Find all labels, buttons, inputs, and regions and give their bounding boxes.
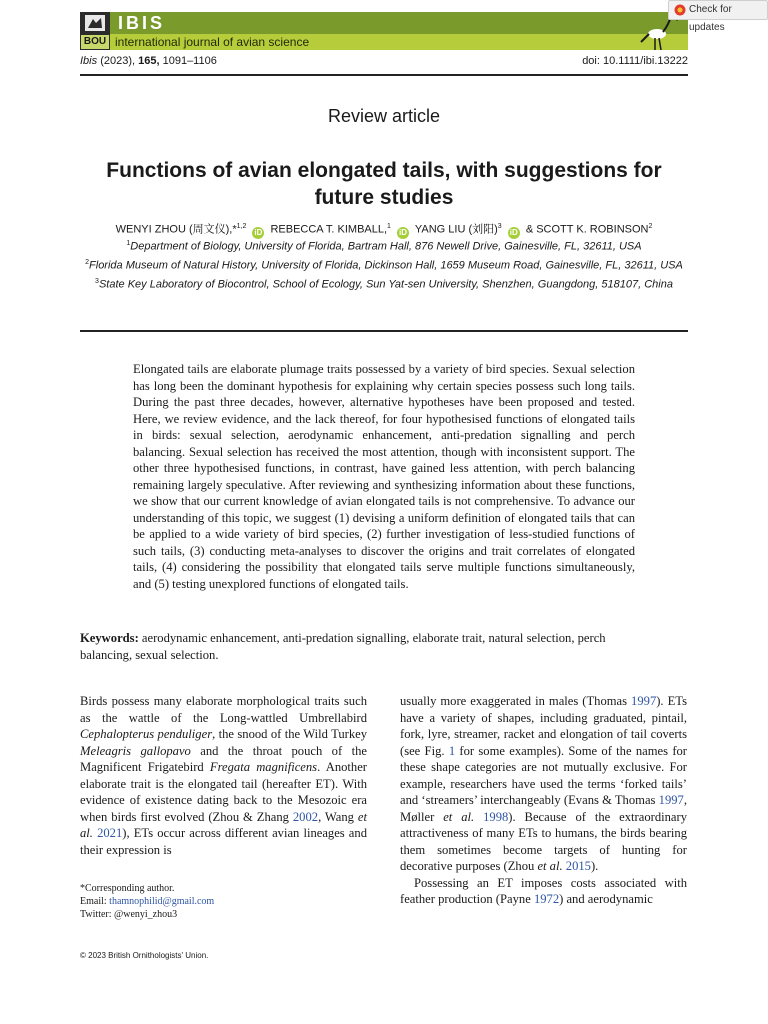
reference-link[interactable]: 2002 [292,809,319,824]
reference-link[interactable]: 1997 [631,694,657,708]
abstract-rule [80,330,688,332]
corresponding-footnote [80,882,367,921]
author-name: WENYI ZHOU (周文仪),* [115,223,237,236]
abstract: Elongated tails are elaborate plumage traits possessed by a variety of bird species. Sexual selection has long been the dominant hypothesis for explaining why certain species possess such long tails. During the past three decades, however, alternative hypotheses have been proposed and tested. Here, we review evidence, and the lack thereof, for four hypothesised functions of elongated tails in birds: sexual selection, aerodynamic enhancement, anti-predation signalling and perch balancing. Sexual selection has received the most attention, though with inconsistent support. The other three hypothesised functions, in contrast, have gained less attention, with perch balancing remaining largely speculative. After reviewing and synthesizing information about these functions, we show that our current knowledge of avian elongated tails is not comprehensive. To advance our understanding of this topic, we suggest (1) devising a uniform definition of elongated tails that can be applied to a wide variety of bird species, (2) further investigation of less-studied functions of such tails, (3) conducting meta-analyses to discover the origins and trait correlates of elongated tails, (4) considering the possibility that elongated tails serve multiple functions simultaneously, and (5) testing unexplored functions of elongated tails. [133,362,635,591]
bou-logo [80,12,110,50]
copyright: © 2023 British Ornithologists' Union. [80,951,209,960]
body-paragraph: Possessing an ET imposes costs associated with feather production (Payne 1972) and aerodynamic [400,875,687,906]
bird-logo-icon [85,15,105,31]
keywords-text: aerodynamic enhancement, anti-predation signalling, elaborate trait, natural selection, perch balancing, sexual selection. [80,631,606,662]
body-paragraph: usually more exaggerated in males (Thomas 1997). ETs have a variety of shapes, including graduated, pintail, fork, lyre, streamer, racket and elongation of tail coverts (see Fig. 1 for some examples). Some of the names for these shape categories are not mutually exclusive. For example, researchers have used the terms ‘forked tails’ and ‘streamers’ interchangeably (Evans & Thomas 1997, Møller et al. 1998). Because of the extraordinary attractiveness of many ETs to humans, the birds bearing them sometimes become targets of hunting for decorative purposes (Zhou et al. 2015). [400,694,687,873]
citation-volume: 165, [138,55,160,67]
figure-link[interactable]: 1 [448,743,456,758]
journal-name: IBIS [118,13,166,33]
article-title: Functions of avian elongated tails, with suggestions for future studies [106,159,662,209]
citation-line [80,55,217,67]
journal-banner [80,12,688,50]
affiliation: $^2$Florida Museum of Natural History, University of Florida, Dickinson Hall, 1659 Museum Road, Gainesville, FL, 32611, USA [85,259,683,272]
orcid-icon[interactable]: iD [509,227,518,237]
affiliation: $^1$Department of Biology, University of Florida, Bartram Hall, 876 Newell Drive, Gainesville, FL, 32611, USA [126,240,642,253]
citation-year: (2023), [100,55,136,67]
affiliation: $^3$State Key Laboratory of Biocontrol, School of Ecology, Sun Yat-sen University, Shenzhen, Guangdong, 518107, China [95,278,673,291]
author-affiliation-marker: 1 [387,223,391,230]
reference-link[interactable]: 1998 [483,809,509,824]
citation-pages: 1091–1106 [162,55,217,67]
body-paragraph: Birds possess many elaborate morphological traits such as the wattle of the Long-wattled Umbrellabird Cephalopterus penduliger, the snood of the Wild Turkey Meleagris gallopavo and the throat pouch of the Magnificent Frigatebird Fregata magnificens. Another elaborate trait is the elongated tail (hereafter ET). With evidence of existence dating back to the Mesozoic era when birds first evolved (Zhou & Zhang 2002, Wang et al. 2021), ETs occur across different avian lineages and their expression is [80,694,367,857]
doi-link[interactable]: doi: 10.1111/ibi.13222 [582,55,688,67]
bou-logo-text: BOU [81,35,109,49]
body-column-right [400,693,687,908]
species-name: Cephalopterus penduliger [80,727,213,741]
orcid-icon[interactable]: iD [254,227,263,237]
banner-top-band [80,12,688,34]
orcid-icon[interactable]: iD [399,227,408,237]
author-affiliation-marker: 1,2 [236,223,247,230]
email-link[interactable]: thamnophilid@gmail.com [109,896,215,907]
species-name: Meleagris gallopavo [80,743,191,758]
reference-link[interactable]: 2021 [97,826,123,840]
author-affiliation-marker: 2 [648,223,653,230]
author-affiliation-marker: 3 [497,223,502,230]
reference-link[interactable]: 1972 [533,892,560,906]
body-column-left [80,693,367,858]
author-name: REBECCA T. KIMBALL, [270,223,388,236]
article-type: Review article [327,106,441,126]
check-for-updates-button[interactable] [668,0,768,33]
journal-subtitle: international journal of avian science [115,35,310,49]
keywords [80,630,635,663]
journal-abbrev: Ibis [80,55,98,67]
author-name: & SCOTT K. ROBINSON [525,223,649,236]
twitter-handle: Twitter: @wenyi_zhou3 [80,909,178,920]
author-name: YANG LIU (刘阳) [414,223,498,236]
reference-link[interactable]: 1997 [658,793,684,807]
reference-link[interactable]: 2015 [565,859,591,873]
check-updates-label: Check for updates [689,4,732,33]
update-badge-icon [674,4,686,16]
email-line: Email: thamnophilid@gmail.com [80,896,215,907]
affiliations [80,236,688,293]
species-name: Fregata magnificens [209,760,318,774]
corresponding-label: *Corresponding author. [80,883,175,894]
keywords-label: Keywords: [80,631,139,645]
header-rule [80,74,688,76]
